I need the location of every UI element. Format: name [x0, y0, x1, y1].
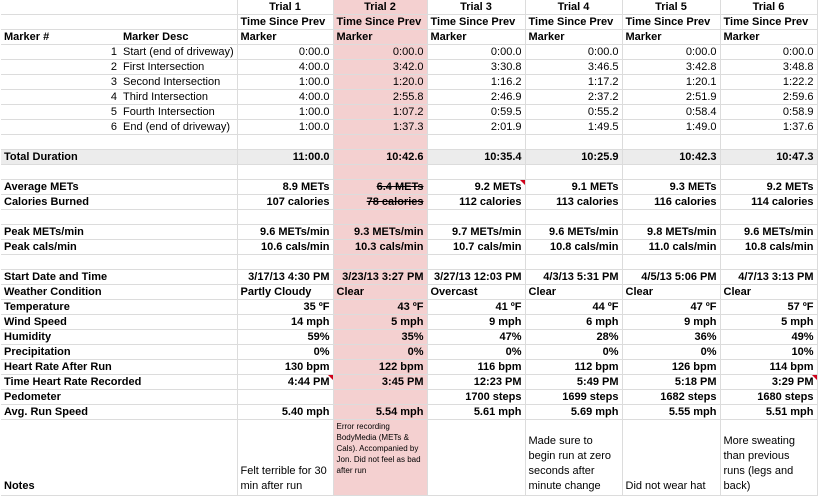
- hr-time-row: [1, 375, 817, 390]
- hr-time-row-value[interactable]: 3:29 PM: [720, 375, 817, 390]
- trial-header[interactable]: Trial 3: [427, 0, 525, 15]
- blank-cell[interactable]: [1, 135, 120, 150]
- marker-time[interactable]: 1:49.5: [525, 120, 622, 135]
- marker-number[interactable]: 1: [1, 45, 120, 60]
- marker-description[interactable]: Fourth Intersection: [120, 105, 237, 120]
- note-cell[interactable]: Error recording BodyMedia (METs & Cals). Accompanied by Jon. Did not feel as bad after run: [333, 420, 427, 496]
- time-since-prev-header[interactable]: Time Since Prev: [525, 15, 622, 30]
- marker-number[interactable]: 3: [1, 75, 120, 90]
- hr-time-row-value[interactable]: 5:18 PM: [622, 375, 720, 390]
- run-speed-row-value[interactable]: 5.40 mph: [237, 405, 333, 420]
- peak-mets-row-value[interactable]: 9.8 METs/min: [622, 225, 720, 240]
- weather-row-label[interactable]: Weather Condition: [1, 285, 120, 300]
- marker-row: [1, 120, 817, 135]
- note-cell[interactable]: [427, 420, 525, 496]
- wind-row-value[interactable]: 14 mph: [237, 315, 333, 330]
- wind-row-value[interactable]: 9 mph: [427, 315, 525, 330]
- pedometer-row-label[interactable]: Pedometer: [1, 390, 120, 405]
- blank-cell[interactable]: [720, 255, 817, 270]
- time-since-prev-header[interactable]: Time Since Prev: [333, 15, 427, 30]
- weather-row-value[interactable]: Clear: [622, 285, 720, 300]
- marker-time[interactable]: 0:00.0: [427, 45, 525, 60]
- run-speed-row-label[interactable]: Avg. Run Speed: [1, 405, 120, 420]
- marker-time[interactable]: 1:00.0: [237, 120, 333, 135]
- marker-time[interactable]: 3:30.8: [427, 60, 525, 75]
- blank-cell[interactable]: [120, 360, 237, 375]
- hr-time-row-value[interactable]: 12:23 PM: [427, 375, 525, 390]
- marker-time[interactable]: 2:46.9: [427, 90, 525, 105]
- blank-cell[interactable]: [120, 165, 237, 180]
- blank-cell[interactable]: [720, 165, 817, 180]
- humidity-row-value[interactable]: 59%: [237, 330, 333, 345]
- pedometer-row-value[interactable]: 1699 steps: [525, 390, 622, 405]
- temperature-row-label[interactable]: Temperature: [1, 300, 120, 315]
- blank-cell[interactable]: [427, 255, 525, 270]
- peak-cals-row-label[interactable]: Peak cals/min: [1, 240, 120, 255]
- average-mets-row-value[interactable]: 9.1 METs: [525, 180, 622, 195]
- marker-num-header[interactable]: Marker #: [1, 30, 120, 45]
- marker-time[interactable]: 0:55.2: [525, 105, 622, 120]
- peak-mets-row-label[interactable]: Peak METs/min: [1, 225, 120, 240]
- total-duration-row-value[interactable]: 10:47.3: [720, 150, 817, 165]
- calories-row: [1, 195, 817, 210]
- marker-time[interactable]: 2:55.8: [333, 90, 427, 105]
- note-cell[interactable]: Felt terrible for 30 min after run: [237, 420, 333, 496]
- marker-row: [1, 45, 817, 60]
- blank-cell[interactable]: [622, 135, 720, 150]
- humidity-row-value[interactable]: 49%: [720, 330, 817, 345]
- peak-cals-row-value[interactable]: 10.6 cals/min: [237, 240, 333, 255]
- marker-description[interactable]: Second Intersection: [120, 75, 237, 90]
- blank-cell[interactable]: [333, 165, 427, 180]
- blank-cell[interactable]: [720, 210, 817, 225]
- calories-row-value[interactable]: 113 calories: [525, 195, 622, 210]
- heart-rate-row-value[interactable]: 114 bpm: [720, 360, 817, 375]
- blank-cell[interactable]: [120, 405, 237, 420]
- marker-time[interactable]: 2:51.9: [622, 90, 720, 105]
- header-row-columns: [1, 30, 817, 45]
- marker-time[interactable]: 1:49.0: [622, 120, 720, 135]
- run-speed-row-value[interactable]: 5.55 mph: [622, 405, 720, 420]
- peak-cals-row-value[interactable]: 10.3 cals/min: [333, 240, 427, 255]
- total-duration-row: [1, 150, 817, 165]
- marker-number[interactable]: 6: [1, 120, 120, 135]
- spacer-row: [1, 210, 817, 225]
- marker-time[interactable]: 0:00.0: [333, 45, 427, 60]
- pedometer-row-value[interactable]: 1700 steps: [427, 390, 525, 405]
- spacer-row: [1, 255, 817, 270]
- average-mets-row: [1, 180, 817, 195]
- marker-time[interactable]: 1:00.0: [237, 105, 333, 120]
- trial-header[interactable]: Trial 2: [333, 0, 427, 15]
- marker-description[interactable]: End (end of driveway): [120, 120, 237, 135]
- marker-header[interactable]: Marker: [720, 30, 817, 45]
- trial-header[interactable]: Trial 6: [720, 0, 817, 15]
- marker-time[interactable]: 1:20.1: [622, 75, 720, 90]
- humidity-row: [1, 330, 817, 345]
- peak-mets-row-value[interactable]: 9.6 METs/min: [525, 225, 622, 240]
- blank-cell[interactable]: [622, 210, 720, 225]
- marker-time[interactable]: 3:48.8: [720, 60, 817, 75]
- blank-cell[interactable]: [333, 135, 427, 150]
- precipitation-row: [1, 345, 817, 360]
- wind-row-value[interactable]: 9 mph: [622, 315, 720, 330]
- marker-time[interactable]: 1:37.3: [333, 120, 427, 135]
- pedometer-row-value[interactable]: 1682 steps: [622, 390, 720, 405]
- marker-time[interactable]: 1:16.2: [427, 75, 525, 90]
- run-speed-row-value[interactable]: 5.69 mph: [525, 405, 622, 420]
- peak-mets-row-value[interactable]: 9.6 METs/min: [720, 225, 817, 240]
- weather-row-value[interactable]: Clear: [525, 285, 622, 300]
- marker-row: [1, 60, 817, 75]
- blank-cell[interactable]: [427, 210, 525, 225]
- marker-row: [1, 105, 817, 120]
- blank-cell[interactable]: [120, 210, 237, 225]
- average-mets-row-label[interactable]: Average METs: [1, 180, 120, 195]
- start-date-row-value[interactable]: 4/5/13 5:06 PM: [622, 270, 720, 285]
- peak-mets-row-value[interactable]: 9.3 METs/min: [333, 225, 427, 240]
- trial-header[interactable]: Trial 5: [622, 0, 720, 15]
- weather-row-value[interactable]: Partly Cloudy: [237, 285, 333, 300]
- blank-cell[interactable]: [237, 255, 333, 270]
- peak-mets-row: [1, 225, 817, 240]
- total-duration-row-value[interactable]: 11:00.0: [237, 150, 333, 165]
- hr-time-row-value[interactable]: 4:44 PM: [237, 375, 333, 390]
- start-date-row-label[interactable]: Start Date and Time: [1, 270, 120, 285]
- marker-time[interactable]: 3:42.0: [333, 60, 427, 75]
- total-duration-row-value[interactable]: 10:25.9: [525, 150, 622, 165]
- wind-row-value[interactable]: 6 mph: [525, 315, 622, 330]
- blank-cell[interactable]: [120, 420, 237, 496]
- blank-cell[interactable]: [525, 135, 622, 150]
- header-row-time: [1, 15, 817, 30]
- marker-time[interactable]: 0:58.9: [720, 105, 817, 120]
- blank-cell[interactable]: [333, 255, 427, 270]
- hr-time-row-value[interactable]: 3:45 PM: [333, 375, 427, 390]
- start-date-row: [1, 270, 817, 285]
- time-since-prev-header[interactable]: Time Since Prev: [720, 15, 817, 30]
- blank-cell[interactable]: [427, 165, 525, 180]
- note-cell[interactable]: Did not wear hat: [622, 420, 720, 496]
- note-cell[interactable]: Made sure to begin run at zero seconds after minute change: [525, 420, 622, 496]
- spacer-row: [1, 165, 817, 180]
- calories-row-value[interactable]: 116 calories: [622, 195, 720, 210]
- marker-time[interactable]: 4:00.0: [237, 60, 333, 75]
- temperature-row-value[interactable]: 43 ºF: [333, 300, 427, 315]
- marker-time[interactable]: 0:00.0: [622, 45, 720, 60]
- note-cell[interactable]: More sweating than previous runs (legs and back): [720, 420, 817, 496]
- marker-row: [1, 90, 817, 105]
- header-blank[interactable]: [1, 15, 120, 30]
- heart-rate-row-value[interactable]: 130 bpm: [237, 360, 333, 375]
- marker-time[interactable]: 1:17.2: [525, 75, 622, 90]
- blank-cell[interactable]: [120, 330, 237, 345]
- heart-rate-row: [1, 360, 817, 375]
- precipitation-row-value[interactable]: 10%: [720, 345, 817, 360]
- average-mets-row-value-text: 6.4 METs: [376, 181, 424, 193]
- peak-cals-row-value[interactable]: 11.0 cals/min: [622, 240, 720, 255]
- marker-header[interactable]: Marker: [237, 30, 333, 45]
- blank-cell[interactable]: [525, 255, 622, 270]
- weather-row-value[interactable]: Clear: [720, 285, 817, 300]
- blank-cell[interactable]: [333, 210, 427, 225]
- blank-cell[interactable]: [120, 270, 237, 285]
- heart-rate-row-value[interactable]: 112 bpm: [525, 360, 622, 375]
- precipitation-row-value[interactable]: 0%: [525, 345, 622, 360]
- marker-row: [1, 75, 817, 90]
- average-mets-row-value[interactable]: 9.3 METs: [622, 180, 720, 195]
- heart-rate-row-value[interactable]: 122 bpm: [333, 360, 427, 375]
- wind-row-label[interactable]: Wind Speed: [1, 315, 120, 330]
- total-duration-row-label[interactable]: Total Duration: [1, 150, 120, 165]
- marker-time[interactable]: 0:00.0: [525, 45, 622, 60]
- time-since-prev-header[interactable]: Time Since Prev: [427, 15, 525, 30]
- heart-rate-row-value[interactable]: 126 bpm: [622, 360, 720, 375]
- average-mets-row-value[interactable]: [333, 180, 427, 195]
- precipitation-row-label[interactable]: Precipitation: [1, 345, 120, 360]
- weather-row-value[interactable]: Clear: [333, 285, 427, 300]
- pedometer-row-value[interactable]: 1680 steps: [720, 390, 817, 405]
- blank-cell[interactable]: [120, 300, 237, 315]
- marker-time[interactable]: 1:37.6: [720, 120, 817, 135]
- marker-time[interactable]: 2:01.9: [427, 120, 525, 135]
- blank-cell[interactable]: [120, 390, 237, 405]
- humidity-row-value[interactable]: 47%: [427, 330, 525, 345]
- blank-cell[interactable]: [720, 135, 817, 150]
- blank-cell[interactable]: [120, 240, 237, 255]
- marker-time[interactable]: 0:58.4: [622, 105, 720, 120]
- average-mets-row-value[interactable]: 8.9 METs: [237, 180, 333, 195]
- time-since-prev-header[interactable]: Time Since Prev: [622, 15, 720, 30]
- hr-time-row-label[interactable]: Time Heart Rate Recorded: [1, 375, 120, 390]
- precipitation-row-value[interactable]: 0%: [333, 345, 427, 360]
- marker-time[interactable]: 0:00.0: [720, 45, 817, 60]
- temperature-row-value[interactable]: 47 ºF: [622, 300, 720, 315]
- wind-row-value[interactable]: 5 mph: [720, 315, 817, 330]
- marker-time[interactable]: 1:07.2: [333, 105, 427, 120]
- temperature-row: [1, 300, 817, 315]
- trial-header[interactable]: Trial 4: [525, 0, 622, 15]
- start-date-row-value[interactable]: 3/27/13 12:03 PM: [427, 270, 525, 285]
- peak-cals-row-value[interactable]: 10.8 cals/min: [525, 240, 622, 255]
- marker-number[interactable]: 5: [1, 105, 120, 120]
- blank-cell[interactable]: [237, 210, 333, 225]
- total-duration-row-value[interactable]: 10:42.6: [333, 150, 427, 165]
- blank-cell[interactable]: [120, 315, 237, 330]
- run-speed-row-value[interactable]: 5.51 mph: [720, 405, 817, 420]
- marker-time[interactable]: 0:59.5: [427, 105, 525, 120]
- blank-cell[interactable]: [120, 180, 237, 195]
- run-speed-row: [1, 405, 817, 420]
- pedometer-row-value[interactable]: [333, 390, 427, 405]
- calories-row-value-text: 78 calories: [366, 196, 424, 208]
- average-mets-row-value[interactable]: 9.2 METs: [720, 180, 817, 195]
- wind-row: [1, 315, 817, 330]
- peak-mets-row-value[interactable]: 9.7 METs/min: [427, 225, 525, 240]
- blank-cell[interactable]: [120, 255, 237, 270]
- blank-cell[interactable]: [525, 210, 622, 225]
- precipitation-row-value[interactable]: 0%: [427, 345, 525, 360]
- heart-rate-row-value[interactable]: 116 bpm: [427, 360, 525, 375]
- calories-row-value[interactable]: 107 calories: [237, 195, 333, 210]
- calories-row-label[interactable]: Calories Burned: [1, 195, 120, 210]
- marker-time[interactable]: 1:20.0: [333, 75, 427, 90]
- blank-cell[interactable]: [120, 225, 237, 240]
- marker-description[interactable]: First Intersection: [120, 60, 237, 75]
- marker-number[interactable]: 4: [1, 90, 120, 105]
- start-date-row-value[interactable]: 4/3/13 5:31 PM: [525, 270, 622, 285]
- trial-header[interactable]: Trial 1: [237, 0, 333, 15]
- calories-row-value[interactable]: 114 calories: [720, 195, 817, 210]
- marker-time[interactable]: 2:59.6: [720, 90, 817, 105]
- blank-cell[interactable]: [427, 135, 525, 150]
- notes-label[interactable]: Notes: [1, 420, 120, 496]
- temperature-row-value[interactable]: 35 ºF: [237, 300, 333, 315]
- calories-row-value[interactable]: [333, 195, 427, 210]
- blank-cell[interactable]: [1, 255, 120, 270]
- marker-number[interactable]: 2: [1, 60, 120, 75]
- pedometer-row-value[interactable]: [237, 390, 333, 405]
- humidity-row-value[interactable]: 36%: [622, 330, 720, 345]
- notes-row: [1, 420, 817, 496]
- pedometer-row: [1, 390, 817, 405]
- blank-cell[interactable]: [525, 165, 622, 180]
- marker-time[interactable]: 1:00.0: [237, 75, 333, 90]
- blank-cell[interactable]: [120, 285, 237, 300]
- header-row-trials: [1, 0, 817, 15]
- marker-time[interactable]: 4:00.0: [237, 90, 333, 105]
- start-date-row-value[interactable]: 3/17/13 4:30 PM: [237, 270, 333, 285]
- marker-header[interactable]: Marker: [333, 30, 427, 45]
- calories-row-value[interactable]: 112 calories: [427, 195, 525, 210]
- precipitation-row-value[interactable]: 0%: [622, 345, 720, 360]
- hr-time-row-value[interactable]: 5:49 PM: [525, 375, 622, 390]
- blank-cell[interactable]: [120, 195, 237, 210]
- run-speed-row-value[interactable]: 5.61 mph: [427, 405, 525, 420]
- run-speed-row-value[interactable]: 5.54 mph: [333, 405, 427, 420]
- total-duration-row-value[interactable]: 10:42.3: [622, 150, 720, 165]
- peak-cals-row-value[interactable]: 10.8 cals/min: [720, 240, 817, 255]
- blank-cell[interactable]: [120, 135, 237, 150]
- peak-mets-row-value[interactable]: 9.6 METs/min: [237, 225, 333, 240]
- time-since-prev-header[interactable]: Time Since Prev: [237, 15, 333, 30]
- marker-description[interactable]: Start (end of driveway): [120, 45, 237, 60]
- blank-cell[interactable]: [1, 210, 120, 225]
- marker-time[interactable]: 3:46.5: [525, 60, 622, 75]
- marker-time[interactable]: 3:42.8: [622, 60, 720, 75]
- marker-time[interactable]: 1:22.2: [720, 75, 817, 90]
- wind-row-value[interactable]: 5 mph: [333, 315, 427, 330]
- weather-row: [1, 285, 817, 300]
- marker-header[interactable]: Marker: [622, 30, 720, 45]
- blank-cell[interactable]: [1, 165, 120, 180]
- header-blank[interactable]: [1, 0, 120, 15]
- blank-cell[interactable]: [120, 150, 237, 165]
- spacer-row: [1, 135, 817, 150]
- start-date-row-value[interactable]: 4/7/13 3:13 PM: [720, 270, 817, 285]
- peak-cals-row-value[interactable]: 10.7 cals/min: [427, 240, 525, 255]
- blank-cell[interactable]: [622, 255, 720, 270]
- marker-header[interactable]: Marker: [427, 30, 525, 45]
- average-mets-row-value[interactable]: 9.2 METs: [427, 180, 525, 195]
- marker-time[interactable]: 2:37.2: [525, 90, 622, 105]
- marker-header[interactable]: Marker: [525, 30, 622, 45]
- marker-time[interactable]: 0:00.0: [237, 45, 333, 60]
- peak-cals-row: [1, 240, 817, 255]
- marker-description[interactable]: Third Intersection: [120, 90, 237, 105]
- temperature-row-value[interactable]: 41 ºF: [427, 300, 525, 315]
- humidity-row-value[interactable]: 28%: [525, 330, 622, 345]
- humidity-row-value[interactable]: 35%: [333, 330, 427, 345]
- blank-cell[interactable]: [120, 345, 237, 360]
- marker-desc-header[interactable]: Marker Desc: [120, 30, 237, 45]
- precipitation-row-value[interactable]: 0%: [237, 345, 333, 360]
- temperature-row-value[interactable]: 44 ºF: [525, 300, 622, 315]
- temperature-row-value[interactable]: 57 ºF: [720, 300, 817, 315]
- header-blank[interactable]: [120, 15, 237, 30]
- header-blank[interactable]: [120, 0, 237, 15]
- blank-cell[interactable]: [237, 165, 333, 180]
- blank-cell[interactable]: [237, 135, 333, 150]
- blank-cell[interactable]: [622, 165, 720, 180]
- start-date-row-value[interactable]: 3/23/13 3:27 PM: [333, 270, 427, 285]
- total-duration-row-value[interactable]: 10:35.4: [427, 150, 525, 165]
- humidity-row-label[interactable]: Humidity: [1, 330, 120, 345]
- heart-rate-row-label[interactable]: Heart Rate After Run: [1, 360, 120, 375]
- trial-spreadsheet: [1, 0, 818, 496]
- weather-row-value[interactable]: Overcast: [427, 285, 525, 300]
